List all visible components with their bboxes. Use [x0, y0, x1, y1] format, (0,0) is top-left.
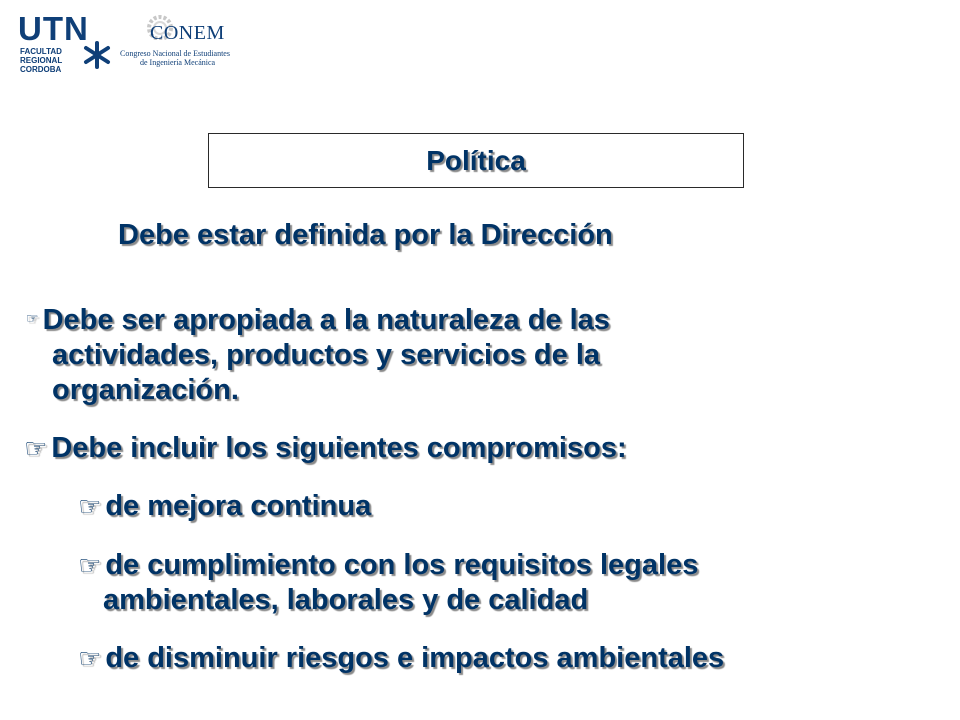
- utn-logo: [18, 10, 118, 74]
- conem-logo: [118, 8, 238, 68]
- utn-logo-name: UTN: [18, 10, 89, 47]
- bullet-1-line-3: organización.: [52, 374, 239, 406]
- conem-logo-subtitle: Congreso Nacional de Estudiantes de Ingeniería Mecánica: [120, 49, 230, 67]
- utn-logo-subtitle: FACULTAD REGIONAL CORDOBA: [20, 47, 63, 74]
- pointing-hand-icon: ☞: [24, 434, 48, 464]
- conem-logo-name: CONEM: [150, 22, 225, 44]
- sub-bullet-2-line-2: ambientales, laborales y de calidad: [103, 584, 589, 616]
- bullet-1-line-1: ☞ Debe ser apropiada a la naturaleza de las: [26, 304, 610, 336]
- sub-bullet-1: ☞ de mejora continua: [78, 490, 372, 522]
- utn-emblem-icon: [80, 40, 114, 70]
- page-title: Política: [426, 144, 526, 176]
- bullet-1-line-2: actividades, productos y servicios de la: [52, 339, 600, 371]
- subtitle: Debe estar definida por la Dirección: [118, 219, 613, 251]
- pointing-hand-icon: ☞: [78, 492, 102, 522]
- sub-bullet-3: ☞ de disminuir riesgos e impactos ambientales: [78, 642, 725, 674]
- pointing-hand-icon: ☞: [26, 311, 39, 327]
- bullet-2: ☞ Debe incluir los siguientes compromisos:: [24, 432, 627, 464]
- pointing-hand-icon: ☞: [78, 551, 102, 581]
- pointing-hand-icon: ☞: [78, 644, 102, 674]
- sub-bullet-2-line-1: ☞ de cumplimiento con los requisitos legales: [78, 549, 699, 581]
- title-box: [208, 133, 744, 188]
